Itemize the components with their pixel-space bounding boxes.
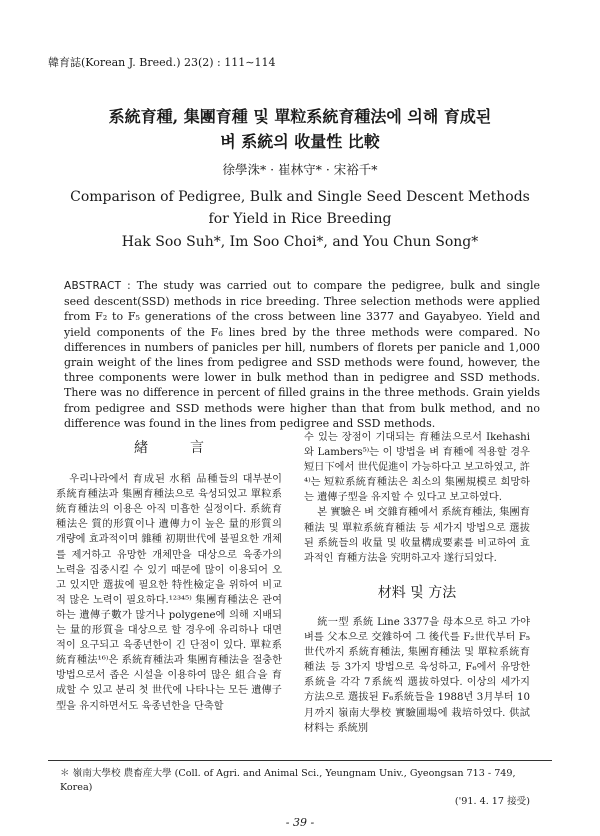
column-right	[304, 430, 530, 736]
abstract	[64, 278, 540, 431]
page-number: - 39 -	[285, 816, 315, 829]
title-korean-line1: 系統育種, 集團育種 및 單粒系統育種法에 의해 育成된	[108, 107, 492, 126]
section-heading-introduction: 緖 言	[134, 440, 204, 456]
methods-paragraph-1: 統一型 系統 Line 3377을 母本으로 하고 가야벼를 父本으로 交雜하여 그 後代를 F₂世代부터 F₅世代까지 系統育種法, 集團育種法 및 單粒系統育種法 등 3가지 방법으로 육성하고, F₆에서 유망한 系統을 각각 7系統씩 選拔하였다. 이상의 세가지 方法으로 選拔된 F₆系統들을 1988년 3月부터 10月까지 嶺南大學校 實驗圃場에 栽培하였다. 供試材料는 系統別	[304, 616, 530, 734]
title-english: Comparison of Pedigree, Bulk and Single Seed Descent Methods for Yield in Rice Breeding	[70, 189, 530, 227]
journal-header: 韓育誌(Korean J. Breed.) 23(2) : 111∼114	[48, 56, 276, 69]
column-left	[56, 441, 282, 714]
footnote-received-date: ('91. 4. 17 接受)	[454, 796, 530, 807]
footnote-affiliation: ＊ 嶺南大學校 農畜産大學 (Coll. of Agri. and Animal Sci., Yeungnam Univ., Gyeongsan 713 - 749, Korea)	[60, 768, 516, 793]
intro-paragraph-2: 본 實驗은 벼 交雜育種에서 系統育種法, 集團育種法 및 單粒系統育種法 등 세가지 방법으로 選拔된 系統들의 收量 및 收量構成要素를 비교하여 효과적인 育種方法을 究明하고자 遂行되었다.	[304, 507, 530, 564]
section-heading-methods: 材料 및 方法	[377, 584, 457, 601]
intro-paragraph-1-continued: 수 있는 장점이 기대되는 育種法으로서 Ikehashi와 Lambers⁵⁾는 이 방법을 벼 育種에 적용할 경우 短日下에서 世代促進이 가능하다고 보고하였고, 許⁴⁾는 短粒系統育種法은 최소의 集團規模로 희망하는 遺傳子型을 유지할 수 있다고 보고하였다.	[304, 432, 530, 504]
footnote	[60, 767, 540, 809]
abstract-label: ABSTRACT :	[64, 280, 131, 292]
abstract-text: The study was carried out to compare the pedigree, bulk and single seed descent(SSD) methods in rice breeding. Three selection methods were applied from F₂ to F₅ generations of the cross between line 3377 and Gayabyeo. Yield and yield components of the F₆ lines bred by the three methods were compared. No differences in numbers of panicles per hill, numbers of florets per panicle and 1,000 grain weight of the lines from pedigree and SSD methods were found, however, the three components were lower in bulk method than in pedigree and SSD methods. There was no difference in percent of filled grains in the three methods. Grain yields from pedigree and SSD methods were higher than that from bulk method, and no difference was found in the lines from pedigree and SSD methods.	[64, 279, 540, 430]
authors-korean: 徐學洙* · 崔林守* · 宋裕千*	[222, 162, 378, 177]
footnote-divider	[48, 760, 552, 761]
intro-paragraph-1: 우리나라에서 育成된 水稻 品種들의 대부분이 系統育種法과 集團育種法으로 육성되었고 單粒系統育種法의 이용은 아직 미흡한 실정이다. 系統育種法은 質的形質이나 遺傳力이 높은 量的形質의 개량에 효과적이며 雜種 初期世代에 불필요한 개체를 제거하고 유망한 개체만을 대상으로 육종가의 노력을 집중시킬 수 있기 때문에 많이 이용되어 오고 있지만 選拔에 필요한 特性檢定을 위하여 비교적 많은 노력이 필요하다.¹²³⁴⁵⁾ 集團育種法은 관여하는 遺傳子數가 많거나 polygene에 의해 지배되는 量的形質을 대상으로 할 경우에 유리하나 대면적이 요구되고 육종년한이 긴 단점이 있다. 單粒系統育種法¹⁶⁾은 系統育種法과 集團育種法을 절충한 방법으로서 좁은 시설을 이용하여 많은 組合을 育成할 수 있고 분리 첫 世代에 나타나는 모든 遺傳子型을 유지하면서도 육종년한을 단축할	[56, 474, 282, 712]
authors-english: Hak Soo Suh*, Im Soo Choi*, and You Chun Song*	[121, 234, 479, 250]
title-korean-line2: 벼 系統의 收量性 比較	[220, 132, 380, 151]
